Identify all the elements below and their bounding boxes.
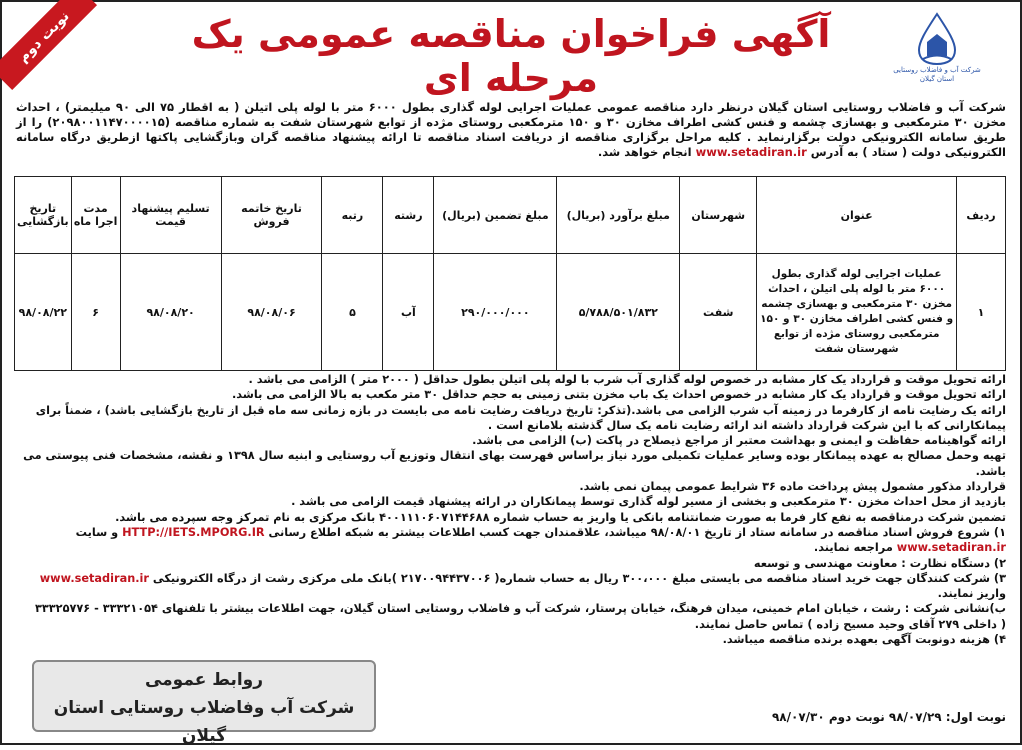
note-text: ۱) شروع فروش اسناد مناقصه در سامانه ستاد از تاریخ ۹۸/۰۸/۰۱ میباشد، علاقمندان جهت کسب اطلاعات بیشتر به شبکه اطلاع رسانی (268, 525, 1006, 539)
ribbon-badge: نوبت دوم (0, 0, 97, 90)
note-text: مراجعه نمایند. (813, 541, 893, 555)
table-cell: ۵/۷۸۸/۵۰۱/۸۳۲ (557, 254, 680, 371)
column-header: ردیف (957, 177, 1006, 254)
list-item (16, 571, 1006, 602)
table-cell: ۵ (322, 254, 383, 371)
table-cell: آب (383, 254, 434, 371)
company-logo (892, 12, 982, 92)
intro-text: شرکت آب و فاضلاب روستایی استان گیلان درنظر دارد مناقصه عمومی عملیات اجرایی لوله گذاری بطول ۶۰۰۰ متر با لوله پلی اتیلن ( به اقطار ۷۵ الی ۹۰ میلیمتر) ، احداث مخزن ۳۰ مترمکعبی و بهسازی چشمه و فنس کشی اطراف مخازن ۳۰ و ۱۵۰ مترمکعبی روستای مژده از توابع شهرستان شفت به شماره مناقصه (۲۰۹۸۰۰۱۱۴۷۰۰۰۰۱۵) را از طریق سامانه الکترونیکی دولت برگزارنماید . کلیه مراحل برگزاری مناقصه از دریافت اسناد مناقصه تا ارائه پیشنهاد مناقصه گران وبازگشایی پاکتها ازطریق درگاه سامانه الکترونیکی دولت ( ستاد ) به آدرس (16, 100, 1007, 159)
list-item: ارائه تحویل موقت و قرارداد یک کار مشابه در خصوص لوله گذاری آب شرب با لوله پلی اتیلن بطول حداقل ( ۲۰۰۰ متر ) الزامی می باشد . (248, 373, 1006, 386)
setadiran-link[interactable]: www.setadiran.ir (896, 541, 1006, 555)
list-item: ( داخلی ۲۷۹ آقای وحید مسیح زاده ) تماس حاصل نمایند. (694, 617, 1006, 631)
column-header: شهرستان (680, 177, 757, 254)
column-header: مبلغ تضمین (بریال) (434, 177, 557, 254)
intro-tail: انجام خواهد شد. (597, 145, 692, 159)
column-header: رشته (383, 177, 434, 254)
list-item: ارائه گواهینامه حفاظت و ایمنی و بهداشت معتبر از مراجع ذیصلاح در پاکت (ب) الزامی می باشد. (472, 434, 1006, 448)
table-cell: عملیات اجرایی لوله گذاری بطول ۶۰۰۰ متر با لوله پلی اتیلن ، احداث مخزن ۳۰ مترمکعبی و بهسازی چشمه و فنس کشی اطراف مخازن ۳۰ و ۱۵۰ مترمکعبی روستای مژده از توابع شهرستان شفت (757, 254, 957, 371)
table-cell: ۹۸/۰۸/۲۲ (15, 254, 72, 371)
list-item: ارائه تحویل موقت و قرارداد یک کار مشابه در خصوص احداث یک باب مخزن بتنی زمینی به حجم حداقل ۳۰ متر مکعب به بالا الزامی می باشد. (231, 388, 1006, 402)
list-item: تضمین شرکت درمناقصه به نفع کار فرما به صورت ضمانتنامه بانکی یا واریز به حساب شماره ۴۰۰۱۱۱۰۶۰۷۱۴۴۶۸۸ بانک مرکزی به نام تمرکز وجه سپرده می باشد. (115, 510, 1006, 524)
column-header: رتبه (322, 177, 383, 254)
list-item (16, 525, 1006, 556)
list-item: ارائه یک رضایت نامه از کارفرما در زمینه آب شرب الزامی می باشد.(تذکر: تاریخ دریافت رضایت نامه می بایست در بازه زمانی سه ماه قبل از تاریخ بازگشایی باشد) ، ضمناً برای پیمانکارانی که با این شرکت قرارداد داشته اند ارائه رضایت نامه یک سال گذشته بلامانع است . (35, 403, 1006, 432)
setadiran-link[interactable]: www.setadiran.ir (39, 571, 149, 585)
list-item: تهیه وحمل مصالح به عهده پیمانکار بوده وسایر عملیات تکمیلی مورد نیاز براساس فهرست بهای انتقال وتوزیع آب روستایی و ابنیه سال ۱۳۹۸ و نقشه، مشخصات فنی پیوستی می باشد. (23, 449, 1006, 478)
column-header: تاریخ خاتمه فروش (221, 177, 322, 254)
page-title: آگهی فراخوان مناقصه عمومی یک مرحله ای (191, 12, 831, 100)
table-cell: ۲۹۰/۰۰۰/۰۰۰ (434, 254, 557, 371)
list-item: قرارداد مذکور مشمول پیش پرداخت ماده ۳۶ شرایط عمومی پیمان نمی باشد. (579, 480, 1006, 494)
list-item: بازدید از محل احداث مخزن ۳۰ مترمکعبی و بخشی از مسیر لوله گذاری توسط پیمانکاران در ارائه پیشنهاد قیمت الزامی می باشد . (291, 495, 1006, 509)
table-cell: ۱ (957, 254, 1006, 371)
column-header: تسلیم پیشنهاد قیمت (120, 177, 221, 254)
intro-site-link[interactable]: www.setadiran.ir (695, 145, 807, 159)
table-cell: شفت (680, 254, 757, 371)
table-row (15, 254, 1006, 371)
conditions-list (16, 372, 1006, 647)
logo-caption: شرکت آب و فاضلاب روستایی استان گیلان (893, 66, 981, 83)
footer-line: روابط عمومی (144, 670, 264, 690)
list-item: ۴) هزینه دونوبت آگهی بعهده برنده مناقصه میباشد. (722, 633, 1006, 647)
public-relations-box (32, 660, 376, 746)
tender-table (14, 176, 1006, 371)
note-text: ۳) شرکت کنندگان جهت خرید اسناد مناقصه می بایستی مبلغ ۳۰۰،۰۰۰ ریال به حساب شماره( ۲۱۷۰۰۹۴۴۳۷۰۰۶ )بانک ملی مرکزی رشت از درگاه الکترونیکی (152, 571, 1006, 585)
table-header-row (15, 177, 1006, 254)
column-header: عنوان (757, 177, 957, 254)
iets-link[interactable]: HTTP://IETS.MPORG.IR (122, 525, 265, 539)
list-item: ب)نشانی شرکت : رشت ، خیابان امام خمینی، میدان فرهنگ، خیابان پرستار، شرکت آب و فاضلاب روستایی استان گیلان، جهت اطلاعات بیشتر با تلفنهای ۳۳۳۲۱۰۵۴ - ۳۳۳۲۵۷۷۶ (35, 602, 1006, 616)
note-text: و سایت (75, 525, 119, 539)
header (2, 2, 1020, 98)
publication-dates: نوبت اول: ۹۸/۰۷/۲۹ نوبت دوم ۹۸/۰۷/۳۰ (771, 710, 1006, 724)
list-item: ۲) دستگاه نظارت : معاونت مهندسی و توسعه (753, 556, 1006, 570)
table-cell: ۹۸/۰۸/۰۶ (221, 254, 322, 371)
column-header: تاریخ بازگشایی (15, 177, 72, 254)
intro-paragraph (16, 100, 1006, 160)
water-drop-icon (915, 12, 959, 66)
table-cell: ۶ (71, 254, 120, 371)
column-header: مدت اجرا ماه (71, 177, 120, 254)
footer-line: شرکت آب وفاضلاب روستایی استان گیلان (53, 698, 355, 746)
note-text: واریز نمایند. (937, 587, 1006, 601)
table-cell: ۹۸/۰۸/۲۰ (120, 254, 221, 371)
column-header: مبلغ برآورد (بریال) (557, 177, 680, 254)
